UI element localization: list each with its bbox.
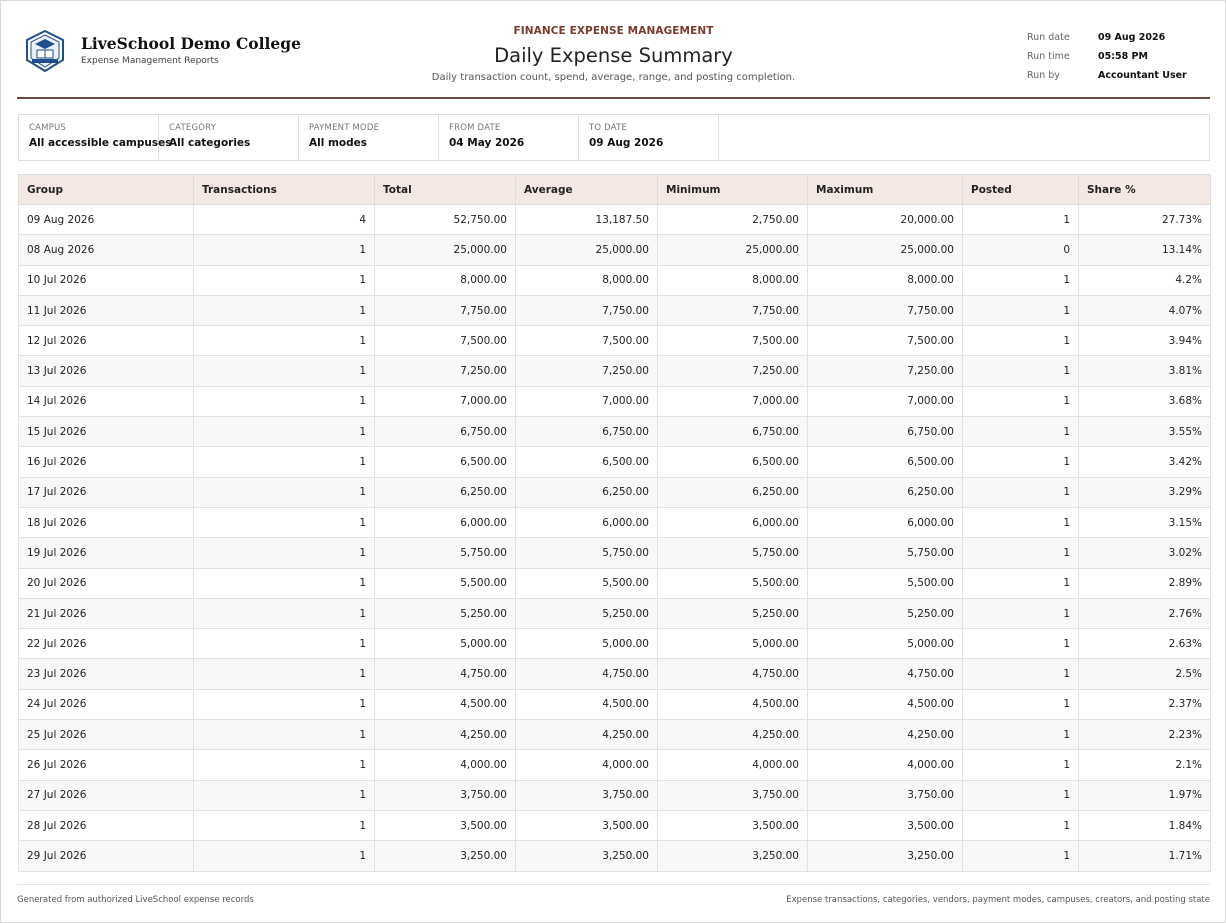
table-row <box>19 235 1211 265</box>
filter-payment-mode <box>299 115 439 160</box>
table-cell: 5,000.00 <box>516 629 658 659</box>
table-cell: 1 <box>963 810 1079 840</box>
table-cell: 3.29% <box>1079 477 1211 507</box>
table-cell: 1 <box>963 356 1079 386</box>
table-cell: 5,250.00 <box>516 598 658 628</box>
table-cell: 25,000.00 <box>658 235 808 265</box>
table-row <box>19 326 1211 356</box>
table-cell: 11 Jul 2026 <box>19 295 194 325</box>
table-cell: 27 Jul 2026 <box>19 780 194 810</box>
table-cell: 1 <box>194 538 375 568</box>
table-cell: 6,500.00 <box>375 447 516 477</box>
run-info <box>1027 28 1207 85</box>
table-cell: 1 <box>194 386 375 416</box>
table-cell: 1 <box>963 568 1079 598</box>
table-cell: 15 Jul 2026 <box>19 417 194 447</box>
table-row <box>19 265 1211 295</box>
table-cell: 3.68% <box>1079 386 1211 416</box>
table-cell: 5,500.00 <box>516 568 658 598</box>
table-cell: 7,250.00 <box>375 356 516 386</box>
table-row <box>19 810 1211 840</box>
table-cell: 7,500.00 <box>658 326 808 356</box>
table-cell: 29 Jul 2026 <box>19 841 194 871</box>
table-cell: 2.23% <box>1079 720 1211 750</box>
table-cell: 1 <box>194 629 375 659</box>
table-cell: 1 <box>963 720 1079 750</box>
table-cell: 20,000.00 <box>808 205 963 235</box>
table-cell: 3.81% <box>1079 356 1211 386</box>
table-cell: 10 Jul 2026 <box>19 265 194 295</box>
column-header: Minimum <box>658 175 808 205</box>
table-cell: 5,750.00 <box>375 538 516 568</box>
table-cell: 6,750.00 <box>516 417 658 447</box>
table-cell: 5,250.00 <box>658 598 808 628</box>
table-cell: 2,750.00 <box>658 205 808 235</box>
table-cell: 3,500.00 <box>658 810 808 840</box>
table-cell: 8,000.00 <box>808 265 963 295</box>
filter-bar <box>18 114 1210 161</box>
table-row <box>19 417 1211 447</box>
table-cell: 1.97% <box>1079 780 1211 810</box>
table-cell: 2.76% <box>1079 598 1211 628</box>
table-cell: 3,750.00 <box>375 780 516 810</box>
table-row <box>19 598 1211 628</box>
table-cell: 3,500.00 <box>516 810 658 840</box>
table-cell: 6,000.00 <box>808 507 963 537</box>
table-cell: 1 <box>194 810 375 840</box>
run-by-row <box>1027 66 1207 85</box>
table-cell: 1 <box>194 507 375 537</box>
filter-label: CAMPUS <box>29 123 67 133</box>
table-cell: 1 <box>963 841 1079 871</box>
table-cell: 13.14% <box>1079 235 1211 265</box>
table-cell: 1 <box>963 417 1079 447</box>
table-cell: 7,000.00 <box>658 386 808 416</box>
table-cell: 4,000.00 <box>516 750 658 780</box>
table-cell: 28 Jul 2026 <box>19 810 194 840</box>
column-header: Transactions <box>194 175 375 205</box>
table-cell: 5,250.00 <box>808 598 963 628</box>
table-cell: 1 <box>963 689 1079 719</box>
table-cell: 3,750.00 <box>658 780 808 810</box>
table-cell: 2.89% <box>1079 568 1211 598</box>
table-cell: 4.07% <box>1079 295 1211 325</box>
table-header-row <box>19 175 1211 205</box>
table-cell: 4,500.00 <box>516 689 658 719</box>
table-cell: 7,000.00 <box>808 386 963 416</box>
run-by-label: Run by <box>1027 70 1060 81</box>
table-cell: 1 <box>963 265 1079 295</box>
table-cell: 19 Jul 2026 <box>19 538 194 568</box>
table-row <box>19 356 1211 386</box>
table-cell: 1 <box>963 205 1079 235</box>
filter-label: TO DATE <box>589 123 628 133</box>
table-cell: 1 <box>963 507 1079 537</box>
table-cell: 5,750.00 <box>808 538 963 568</box>
filter-category <box>159 115 299 160</box>
run-date-label: Run date <box>1027 32 1070 43</box>
table-cell: 5,000.00 <box>808 629 963 659</box>
footer-left-text: Generated from authorized LiveSchool expense records <box>17 895 254 905</box>
table-cell: 7,500.00 <box>516 326 658 356</box>
column-header: Average <box>516 175 658 205</box>
table-cell: 6,500.00 <box>516 447 658 477</box>
report-subtitle: Daily transaction count, spend, average, range, and posting completion. <box>431 72 796 83</box>
table-cell: 6,250.00 <box>658 477 808 507</box>
table-cell: 1 <box>963 326 1079 356</box>
table-cell: 6,000.00 <box>375 507 516 537</box>
table-cell: 1.84% <box>1079 810 1211 840</box>
expense-summary-table <box>18 174 1211 872</box>
table-row <box>19 720 1211 750</box>
table-cell: 4.2% <box>1079 265 1211 295</box>
table-row <box>19 780 1211 810</box>
table-row <box>19 568 1211 598</box>
table-cell: 4,250.00 <box>375 720 516 750</box>
table-cell: 4,000.00 <box>808 750 963 780</box>
table-row <box>19 295 1211 325</box>
table-cell: 4,250.00 <box>658 720 808 750</box>
table-cell: 17 Jul 2026 <box>19 477 194 507</box>
table-cell: 1 <box>194 447 375 477</box>
table-cell: 25 Jul 2026 <box>19 720 194 750</box>
table-cell: 5,500.00 <box>658 568 808 598</box>
table-cell: 1 <box>963 659 1079 689</box>
table-cell: 1 <box>194 750 375 780</box>
table-cell: 7,250.00 <box>516 356 658 386</box>
table-cell: 1 <box>194 659 375 689</box>
report-kicker: FINANCE EXPENSE MANAGEMENT <box>513 25 714 37</box>
table-cell: 5,250.00 <box>375 598 516 628</box>
column-header: Posted <box>963 175 1079 205</box>
table-cell: 12 Jul 2026 <box>19 326 194 356</box>
footer-right-text: Expense transactions, categories, vendors, payment modes, campuses, creators, and posting state <box>786 895 1210 905</box>
table-cell: 1 <box>194 568 375 598</box>
table-cell: 5,000.00 <box>375 629 516 659</box>
table-cell: 7,000.00 <box>375 386 516 416</box>
table-cell: 6,250.00 <box>516 477 658 507</box>
table-cell: 3,250.00 <box>808 841 963 871</box>
table-cell: 16 Jul 2026 <box>19 447 194 477</box>
table-cell: 8,000.00 <box>375 265 516 295</box>
table-cell: 5,000.00 <box>658 629 808 659</box>
table-cell: 4,500.00 <box>808 689 963 719</box>
table-cell: 8,000.00 <box>516 265 658 295</box>
run-time-row <box>1027 47 1207 66</box>
table-cell: 4,000.00 <box>375 750 516 780</box>
table-cell: 1 <box>194 356 375 386</box>
table-cell: 2.63% <box>1079 629 1211 659</box>
table-cell: 4,750.00 <box>658 659 808 689</box>
report-footer <box>17 884 1210 905</box>
table-cell: 1 <box>963 295 1079 325</box>
table-cell: 21 Jul 2026 <box>19 598 194 628</box>
table-cell: 4 <box>194 205 375 235</box>
table-cell: 24 Jul 2026 <box>19 689 194 719</box>
run-by-value: Accountant User <box>1098 70 1187 81</box>
table-cell: 4,750.00 <box>516 659 658 689</box>
table-cell: 25,000.00 <box>516 235 658 265</box>
table-cell: 1 <box>194 265 375 295</box>
table-row <box>19 841 1211 871</box>
college-name: LiveSchool Demo College <box>81 34 301 53</box>
table-cell: 0 <box>963 235 1079 265</box>
table-cell: 6,750.00 <box>658 417 808 447</box>
table-cell: 3.15% <box>1079 507 1211 537</box>
filter-value: 09 Aug 2026 <box>589 137 664 149</box>
table-cell: 3.94% <box>1079 326 1211 356</box>
run-time-value: 05:58 PM <box>1098 51 1148 62</box>
table-cell: 7,000.00 <box>516 386 658 416</box>
table-cell: 1 <box>194 598 375 628</box>
column-header: Total <box>375 175 516 205</box>
table-cell: 7,500.00 <box>808 326 963 356</box>
table-cell: 1 <box>963 629 1079 659</box>
table-cell: 20 Jul 2026 <box>19 568 194 598</box>
table-cell: 8,000.00 <box>658 265 808 295</box>
table-row <box>19 507 1211 537</box>
table-cell: 6,000.00 <box>516 507 658 537</box>
table-cell: 18 Jul 2026 <box>19 507 194 537</box>
table-row <box>19 205 1211 235</box>
table-cell: 7,750.00 <box>516 295 658 325</box>
table-cell: 6,500.00 <box>658 447 808 477</box>
table-row <box>19 447 1211 477</box>
table-cell: 1 <box>194 841 375 871</box>
table-cell: 4,250.00 <box>516 720 658 750</box>
table-cell: 7,750.00 <box>375 295 516 325</box>
run-date-row <box>1027 28 1207 47</box>
table-row <box>19 689 1211 719</box>
table-cell: 2.1% <box>1079 750 1211 780</box>
table-cell: 1 <box>963 447 1079 477</box>
table-cell: 13 Jul 2026 <box>19 356 194 386</box>
table-row <box>19 750 1211 780</box>
table-cell: 3,750.00 <box>808 780 963 810</box>
column-header: Share % <box>1079 175 1211 205</box>
table-row <box>19 386 1211 416</box>
table-cell: 7,500.00 <box>375 326 516 356</box>
table-cell: 6,750.00 <box>375 417 516 447</box>
table-cell: 4,500.00 <box>658 689 808 719</box>
brand-subtitle: Expense Management Reports <box>81 56 219 66</box>
table-cell: 1 <box>194 417 375 447</box>
table-cell: 3,250.00 <box>375 841 516 871</box>
run-time-label: Run time <box>1027 51 1070 62</box>
table-cell: 1 <box>963 477 1079 507</box>
table-cell: 5,500.00 <box>375 568 516 598</box>
table-row <box>19 629 1211 659</box>
table-cell: 2.37% <box>1079 689 1211 719</box>
table-cell: 1.71% <box>1079 841 1211 871</box>
table-cell: 1 <box>194 295 375 325</box>
table-cell: 1 <box>963 780 1079 810</box>
filter-value: All categories <box>169 137 251 149</box>
table-cell: 3,500.00 <box>375 810 516 840</box>
table-cell: 6,750.00 <box>808 417 963 447</box>
table-cell: 4,750.00 <box>375 659 516 689</box>
table-cell: 1 <box>194 477 375 507</box>
table-cell: 13,187.50 <box>516 205 658 235</box>
table-cell: 3.02% <box>1079 538 1211 568</box>
table-cell: 23 Jul 2026 <box>19 659 194 689</box>
table-cell: 6,500.00 <box>808 447 963 477</box>
table-cell: 27.73% <box>1079 205 1211 235</box>
table-cell: 3,500.00 <box>808 810 963 840</box>
table-row <box>19 477 1211 507</box>
table-cell: 1 <box>963 538 1079 568</box>
table-cell: 1 <box>194 689 375 719</box>
table-row <box>19 538 1211 568</box>
table-cell: 09 Aug 2026 <box>19 205 194 235</box>
report-header <box>17 17 1210 99</box>
filter-from-date <box>439 115 579 160</box>
table-cell: 6,250.00 <box>808 477 963 507</box>
table-cell: 3.42% <box>1079 447 1211 477</box>
run-date-value: 09 Aug 2026 <box>1098 32 1166 43</box>
table-cell: 7,750.00 <box>658 295 808 325</box>
table-cell: 25,000.00 <box>808 235 963 265</box>
table-row <box>19 659 1211 689</box>
table-cell: 5,500.00 <box>808 568 963 598</box>
filter-label: PAYMENT MODE <box>309 123 380 133</box>
table-cell: 1 <box>963 750 1079 780</box>
table-cell: 3,750.00 <box>516 780 658 810</box>
table-cell: 1 <box>194 780 375 810</box>
table-cell: 7,750.00 <box>808 295 963 325</box>
table-cell: 6,250.00 <box>375 477 516 507</box>
table-cell: 3,250.00 <box>658 841 808 871</box>
column-header: Group <box>19 175 194 205</box>
table-cell: 7,250.00 <box>658 356 808 386</box>
table-cell: 4,000.00 <box>658 750 808 780</box>
page-title: Daily Expense Summary <box>494 44 733 67</box>
table-cell: 3.55% <box>1079 417 1211 447</box>
table-cell: 25,000.00 <box>375 235 516 265</box>
table-cell: 14 Jul 2026 <box>19 386 194 416</box>
table-cell: 2.5% <box>1079 659 1211 689</box>
table-cell: 4,750.00 <box>808 659 963 689</box>
table-cell: 4,250.00 <box>808 720 963 750</box>
table-cell: 52,750.00 <box>375 205 516 235</box>
column-header: Maximum <box>808 175 963 205</box>
table-cell: 08 Aug 2026 <box>19 235 194 265</box>
table-cell: 5,750.00 <box>516 538 658 568</box>
table-cell: 7,250.00 <box>808 356 963 386</box>
filter-value: All accessible campuses <box>29 137 172 149</box>
filter-campus <box>19 115 172 160</box>
table-cell: 1 <box>194 326 375 356</box>
table-cell: 1 <box>963 598 1079 628</box>
filter-label: CATEGORY <box>169 123 217 133</box>
table-cell: 6,000.00 <box>658 507 808 537</box>
filter-value: All modes <box>309 137 368 149</box>
table-cell: 22 Jul 2026 <box>19 629 194 659</box>
table-cell: 1 <box>194 720 375 750</box>
filter-value: 04 May 2026 <box>449 137 525 149</box>
table-cell: 3,250.00 <box>516 841 658 871</box>
table-cell: 26 Jul 2026 <box>19 750 194 780</box>
table-cell: 1 <box>963 386 1079 416</box>
filter-to-date <box>579 115 719 160</box>
table-cell: 4,500.00 <box>375 689 516 719</box>
table-cell: 1 <box>194 235 375 265</box>
table-cell: 5,750.00 <box>658 538 808 568</box>
filter-label: FROM DATE <box>449 123 501 133</box>
